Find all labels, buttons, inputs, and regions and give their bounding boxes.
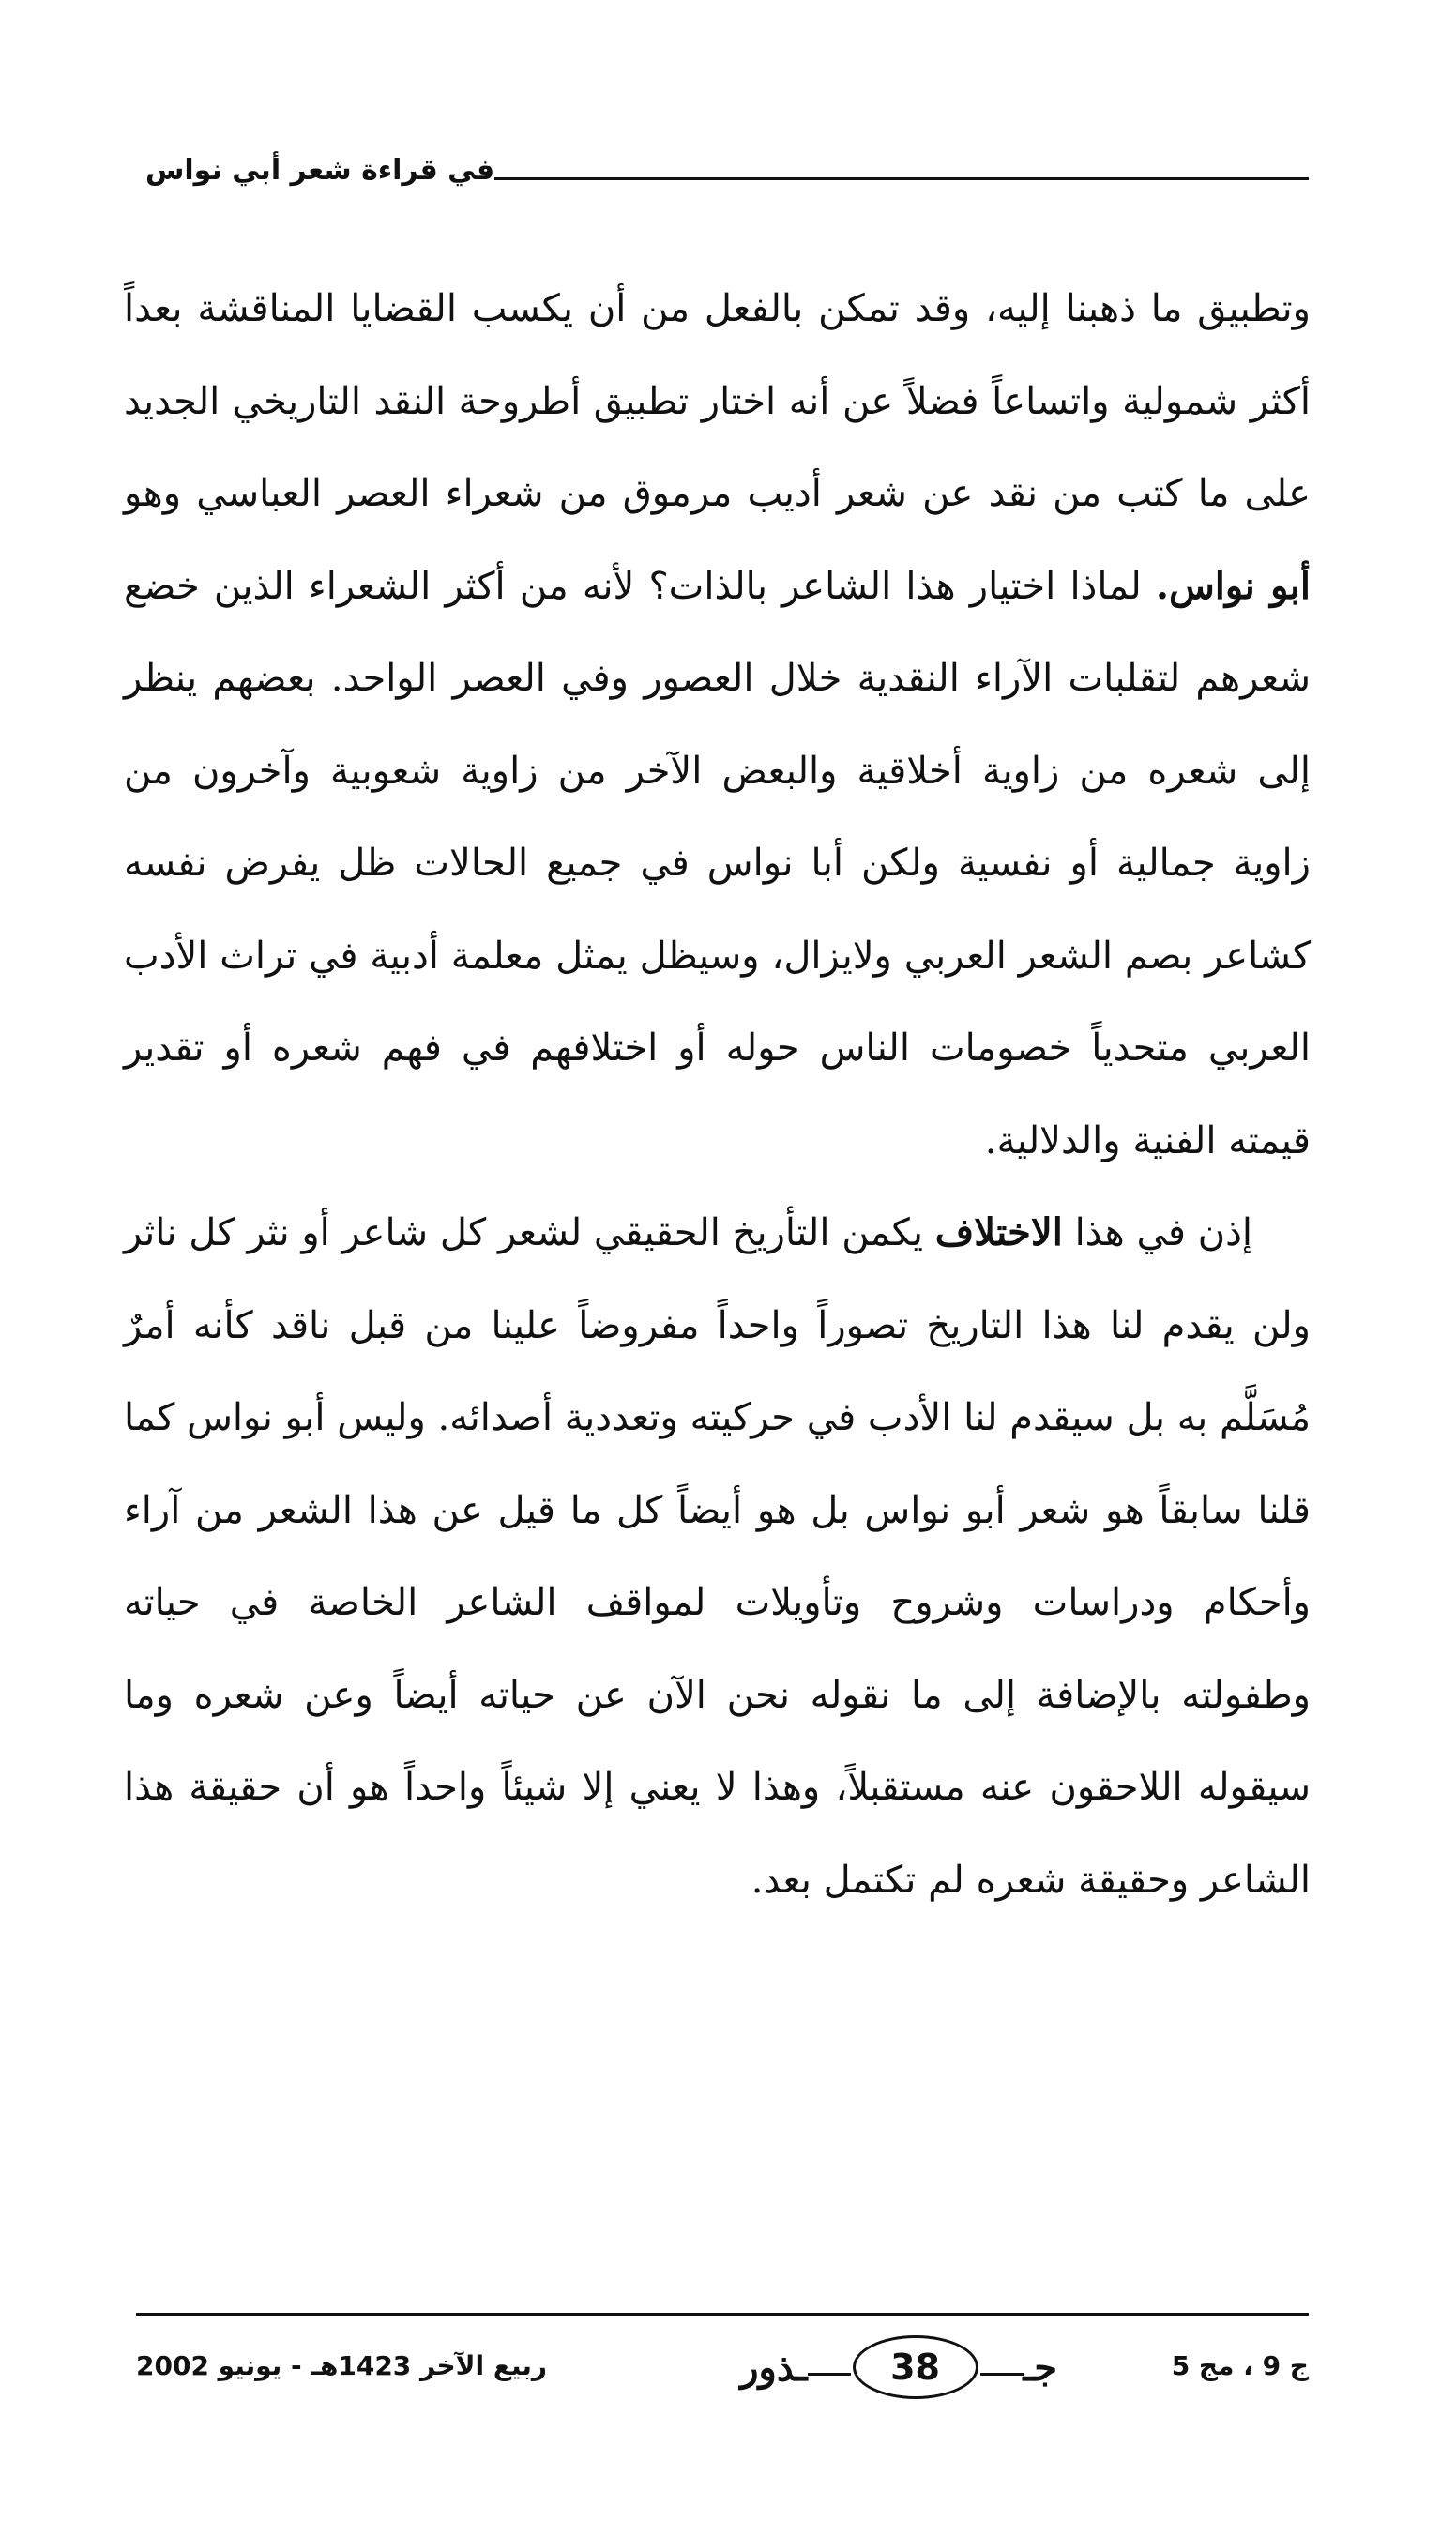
footer-journal-suffix: ـذور bbox=[740, 2345, 808, 2390]
paragraph-2-text-a: إذن في هذا bbox=[1062, 1211, 1252, 1254]
footer-rule bbox=[136, 2313, 1309, 2316]
body-text bbox=[124, 263, 1311, 1926]
footer-journal-mark bbox=[740, 2335, 1057, 2399]
footer-journal-prefix: جـ bbox=[1023, 2345, 1057, 2390]
paragraph-1-text-b: لماذا اختيار هذا الشاعر بالذات؟ لأنه من أكثر الشعراء الذين خضع شعرهم لتقلبات الآراء النقدية خلال العصور وفي العصر الواحد. بعضهم ينظر إلى شعره من زاوية أخلاقية والبعض الآخر من زاوية شعوبية وآخرون من زاوية جمالية أو نفسية ولكن أبا نواس في جميع الحالات ظل يفرض نفسه كشاعر بصم الشعر العربي ولايزال، وسيظل يمثل معلمة أدبية في تراث الأدب العربي متحدياً خصومات الناس حوله أو اختلافهم في فهم شعره أو تقدير قيمته الفنية والدلالية. bbox=[124, 564, 1311, 1162]
footer-page-number: 38 bbox=[853, 2335, 978, 2399]
footer-volume: ج 9 ، مج 5 bbox=[1171, 2350, 1309, 2381]
footer-date: ربيع الآخر 1423هـ - يونيو 2002 bbox=[136, 2350, 548, 2381]
paragraph-2-bold-term: الاختلاف bbox=[934, 1210, 1063, 1254]
paragraph-2 bbox=[124, 1187, 1311, 1926]
footer-journal-line-right bbox=[980, 2373, 1024, 2376]
header-rule bbox=[494, 177, 1309, 180]
paragraph-1-bold-name: أبو نواس. bbox=[1156, 563, 1312, 608]
footer-journal-line-left bbox=[808, 2373, 851, 2376]
paragraph-1 bbox=[124, 263, 1311, 1187]
paragraph-1-text-a: وتطبيق ما ذهبنا إليه، وقد تمكن بالفعل من أن يكسب القضايا المناقشة بعداً أكثر شمولية واتساعاً فضلاً عن أنه اختار تطبيق أطروحة النقد التاريخي الجديد على ما كتب من نقد عن شعر أديب مرموق من شعراء العصر العباسي وهو bbox=[124, 287, 1311, 515]
page-footer bbox=[136, 2322, 1309, 2411]
running-header-title: في قراءة شعر أبي نواس bbox=[145, 154, 495, 187]
running-header bbox=[136, 148, 1309, 190]
paragraph-2-text-b: يكمن التأريخ الحقيقي لشعر كل شاعر أو نثر كل ناثر ولن يقدم لنا هذا التاريخ تصوراً واحداً مفروضاً علينا من قبل ناقد كأنه أمرٌ مُسَلَّم به بل سيقدم لنا الأدب في حركيته وتعددية أصدائه. وليس أبو نواس كما قلنا سابقاً هو شعر أبو نواس بل هو أيضاً كل ما قيل عن هذا الشعر من آراء وأحكام ودراسات وشروح وتأويلات لمواقف الشاعر الخاصة في حياته وطفولته بالإضافة إلى ما نقوله نحن الآن عن حياته أيضاً وعن شعره وما سيقوله اللاحقون عنه مستقبلاً، وهذا لا يعني إلا شيئاً واحداً هو أن حقيقة هذا الشاعر وحقيقة شعره لم تكتمل بعد. bbox=[124, 1211, 1311, 1902]
